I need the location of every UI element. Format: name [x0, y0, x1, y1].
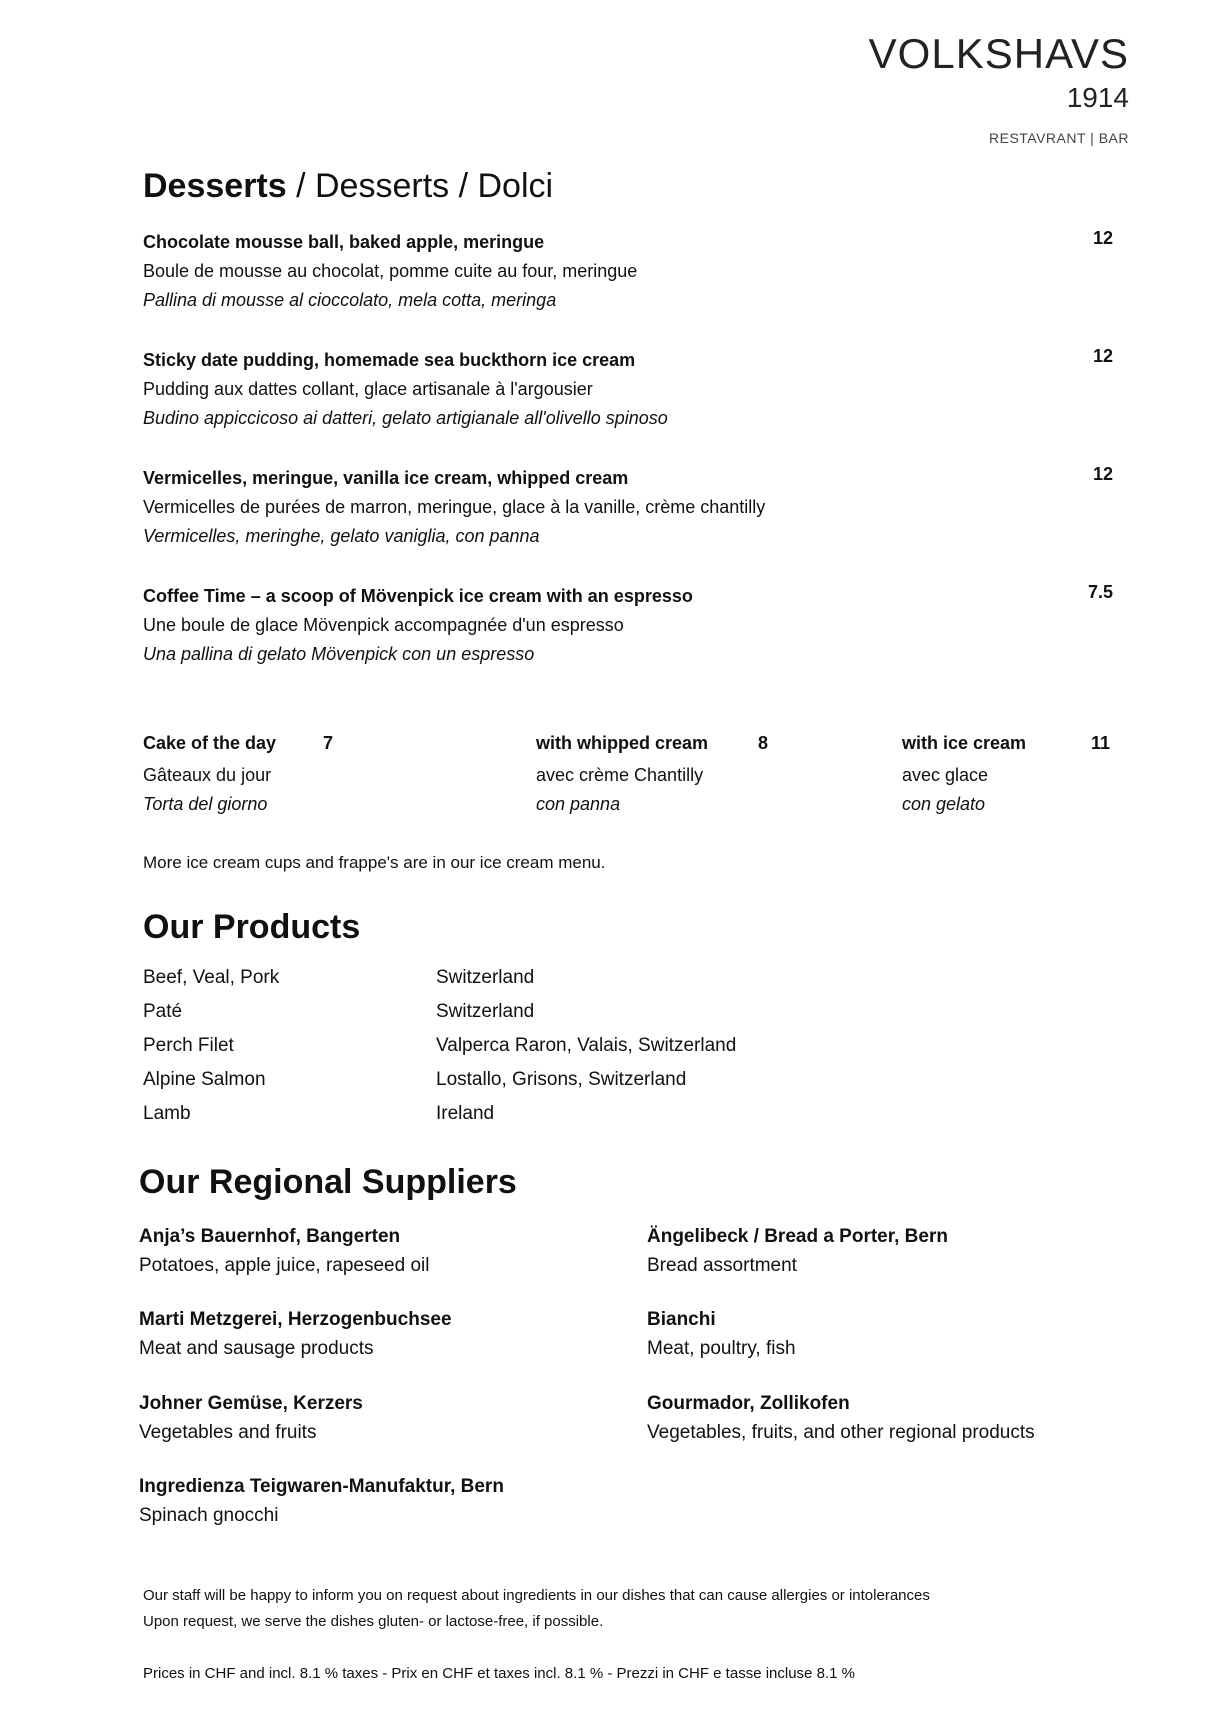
dessert-name-fr: Boule de mousse au chocolat, pomme cuite au four, meringue — [143, 261, 638, 281]
dessert-name-fr: Vermicelles de purées de marron, meringue, glace à la vanille, crème chantilly — [143, 497, 766, 517]
supplier-entry — [139, 1389, 363, 1447]
product-item: Lamb — [143, 1103, 191, 1124]
dessert-price: 12 — [1092, 464, 1113, 484]
logo-name: VOLKSHAVS — [868, 30, 1129, 77]
logo-subtitle: RESTAVRANT | BAR — [989, 130, 1129, 146]
cake-name-it: con panna — [536, 794, 621, 814]
cake-option — [536, 729, 768, 819]
dessert-item — [143, 582, 1113, 669]
cake-name-it: Torta del giorno — [143, 794, 268, 814]
cake-name-en: Cake of the day — [143, 733, 277, 753]
desserts-title-rest: / Desserts / Dolci — [286, 167, 554, 205]
dessert-name-it: Vermicelles, meringhe, gelato vaniglia, con panna — [143, 526, 540, 546]
supplier-desc: Meat and sausage products — [139, 1338, 374, 1359]
cake-price: 7 — [322, 733, 333, 753]
dessert-name-en: Chocolate mousse ball, baked apple, meringue — [143, 232, 545, 252]
dessert-name-fr: Pudding aux dattes collant, glace artisanale à l'argousier — [143, 379, 593, 399]
supplier-name: Bianchi — [647, 1309, 716, 1330]
dessert-name-it: Pallina di mousse al cioccolato, mela cotta, meringa — [143, 290, 557, 310]
products-title: Our Products — [143, 908, 361, 946]
product-origin: Switzerland — [436, 1001, 535, 1022]
dessert-name-fr: Une boule de glace Mövenpick accompagnée d'un espresso — [143, 615, 624, 635]
supplier-entry — [647, 1222, 948, 1280]
supplier-name: Anja’s Bauernhof, Bangerten — [139, 1226, 401, 1247]
cake-price: 8 — [757, 733, 768, 753]
suppliers-title: Our Regional Suppliers — [139, 1163, 517, 1201]
dessert-item — [143, 346, 1113, 433]
product-item: Paté — [143, 1001, 183, 1022]
supplier-entry — [647, 1305, 796, 1363]
dessert-name-en: Sticky date pudding, homemade sea buckthorn ice cream — [143, 350, 636, 370]
cake-name-fr: avec glace — [902, 765, 989, 785]
supplier-desc: Meat, poultry, fish — [647, 1338, 796, 1359]
supplier-name: Gourmador, Zollikofen — [647, 1393, 850, 1414]
supplier-name: Ängelibeck / Bread a Porter, Bern — [647, 1226, 948, 1247]
supplier-name: Marti Metzgerei, Herzogenbuchsee — [139, 1309, 452, 1330]
supplier-entry — [139, 1305, 452, 1363]
cake-name-fr: Gâteaux du jour — [143, 765, 272, 785]
cake-option — [902, 729, 1110, 819]
cake-name-en: with ice cream — [902, 733, 1027, 753]
cake-option — [143, 729, 333, 819]
ice-cream-note: More ice cream cups and frappe's are in our ice cream menu. — [143, 853, 606, 872]
allergy-note: Our staff will be happy to inform you on request about ingredients in our dishes that can cause allergies or intolerances — [143, 1587, 930, 1604]
dessert-item — [143, 228, 1113, 315]
cake-price: 11 — [1090, 733, 1110, 753]
product-item: Perch Filet — [143, 1035, 234, 1056]
price-note: Prices in CHF and incl. 8.1 % taxes - Prix en CHF et taxes incl. 8.1 % - Prezzi in CHF e tasse incluse 8.1 % — [143, 1665, 855, 1682]
product-origin: Ireland — [436, 1103, 495, 1124]
cake-name-it: con gelato — [902, 794, 986, 814]
dessert-price: 12 — [1092, 346, 1113, 366]
product-origin: Valperca Raron, Valais, Switzerland — [436, 1035, 737, 1056]
dessert-name-it: Budino appiccicoso ai datteri, gelato artigianale all'olivello spinoso — [143, 408, 668, 428]
dessert-price: 12 — [1092, 228, 1113, 248]
dessert-price: 7.5 — [1087, 582, 1113, 602]
cake-name-fr: avec crème Chantilly — [536, 765, 704, 785]
dessert-name-en: Vermicelles, meringue, vanilla ice cream, whipped cream — [143, 468, 629, 488]
product-item: Alpine Salmon — [143, 1069, 266, 1090]
desserts-title — [143, 166, 553, 206]
cake-name-en: with whipped cream — [536, 733, 709, 753]
supplier-desc: Bread assortment — [647, 1255, 797, 1276]
logo-year: 1914 — [1066, 82, 1129, 113]
supplier-desc: Spinach gnocchi — [139, 1505, 279, 1526]
supplier-desc: Vegetables, fruits, and other regional products — [647, 1422, 1035, 1443]
desserts-title-bold: Desserts — [143, 167, 287, 205]
supplier-entry — [139, 1472, 504, 1530]
supplier-entry — [139, 1222, 429, 1280]
supplier-desc: Vegetables and fruits — [139, 1422, 317, 1443]
product-item: Beef, Veal, Pork — [143, 967, 280, 988]
supplier-name: Ingredienza Teigwaren-Manufaktur, Bern — [139, 1476, 504, 1497]
dessert-name-en: Coffee Time – a scoop of Mövenpick ice cream with an espresso — [143, 586, 693, 606]
supplier-entry — [647, 1389, 1035, 1447]
product-origin: Switzerland — [436, 967, 535, 988]
supplier-desc: Potatoes, apple juice, rapeseed oil — [139, 1255, 430, 1276]
dessert-name-it: Una pallina di gelato Mövenpick con un espresso — [143, 644, 535, 664]
dessert-item — [143, 464, 1113, 551]
supplier-name: Johner Gemüse, Kerzers — [139, 1393, 363, 1414]
product-origin: Lostallo, Grisons, Switzerland — [436, 1069, 687, 1090]
gluten-note: Upon request, we serve the dishes gluten- or lactose-free, if possible. — [143, 1613, 604, 1630]
